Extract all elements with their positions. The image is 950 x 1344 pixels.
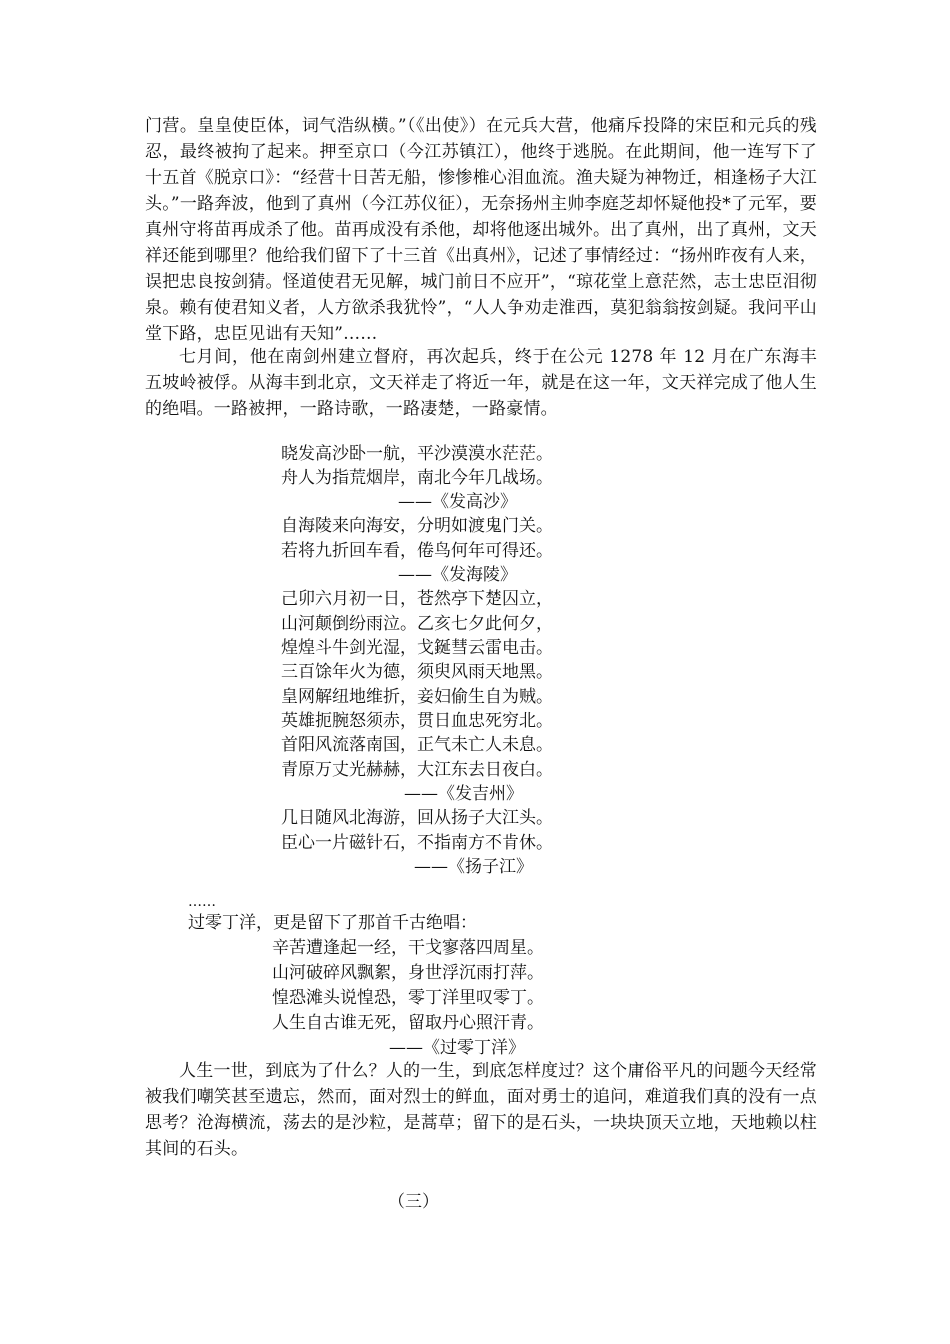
poem-line: 皇网解纽地维折，妾妇偷生自为贼。 <box>281 687 553 707</box>
poem-line: 惶恐滩头说惶恐，零丁洋里叹零丁。 <box>272 988 544 1008</box>
poem-line: 若将九折回车看，倦鸟何年可得还。 <box>281 541 553 561</box>
poem-line: 山河破碎风飘絮，身世浮沉雨打萍。 <box>272 963 544 983</box>
ellipsis: …… <box>188 894 216 910</box>
poem-line: 英雄扼腕怒须赤，贯日血忠死穷北。 <box>281 711 553 731</box>
poem-line: 几日随风北海游，回从扬子大江头。 <box>281 808 553 828</box>
poem-line: 煌煌斗牛剑光湿，戈鋋彗云雷电击。 <box>281 638 553 658</box>
poem-title: ——《扬子江》 <box>414 857 533 877</box>
paragraph-conclusion: 人生一世，到底为了什么？人的一生，到底怎样度过？这个庸俗平凡的问题今天经常被我们嘲笑甚至遗忘，然而，面对烈士的鲜血，面对勇士的追问，难道我们真的没有一点思考？沧海横流，荡去的是沙粒，是蒿草；留下的是石头，一块块顶天立地，天地赖以柱其间的石头。 <box>145 1061 817 1159</box>
poem-title: ——《过零丁洋》 <box>389 1038 525 1058</box>
poem-title: ——《发海陵》 <box>398 565 517 585</box>
poem-line: 自海陵来向海安，分明如渡鬼门关。 <box>281 516 553 536</box>
poem-line: 青原万丈光赫赫，大江东去日夜白。 <box>281 760 553 780</box>
poem-line: 臣心一片磁针石，不指南方不肯休。 <box>281 833 553 853</box>
paragraph-chuzhenzhou: 门营。皇皇使臣体，词气浩纵横。”（《出使》）在元兵大营，他痛斥投降的宋臣和元兵的残忍，最终被拘了起来。押至京口（今江苏镇江），他终于逃脱。在此期间，他一连写下了十五首《脱京口》：“经营十日苦无船，惨惨椎心泪血流。渔夫疑为神物迁，相逢杨子大江头。”一路奔波，他到了真州（今江苏仪征），无奈扬州主帅李庭芝却怀疑他投*了元军，要真州守将苗再成杀了他。苗再成没有杀他，却将他逐出城外。出了真州，出了真州，文天祥还能到哪里？他给我们留下了十三首《出真州》，记述了事情经过：“扬州昨夜有人来，误把忠良按剑猜。怪道使君无见解，城门前日不应开”，“琼花堂上意茫然，志士忠臣泪彻泉。赖有使君知义者，人方欲杀我犹怜”，“人人争劝走淮西，莫犯翁翁按剑疑。我问平山堂下路，忠臣见诎有天知”…… <box>145 116 817 344</box>
poem-line: 首阳风流落南国，正气未亡人未息。 <box>281 735 553 755</box>
paragraph-beifu: 七月间，他在南剑州建立督府，再次起兵，终于在公元 1278 年 12 月在广东海丰五坡岭被俘。从海丰到北京，文天祥走了将近一年，就是在这一年，文天祥完成了他人生的绝唱。一路被押，一路诗歌，一路凄楚，一路豪情。 <box>145 347 817 419</box>
intro-line: 过零丁洋，更是留下了那首千古绝唱： <box>188 913 477 933</box>
poem-title: ——《发高沙》 <box>398 492 517 512</box>
poem-line: 晓发高沙卧一航，平沙漠漠水茫茫。 <box>281 444 553 464</box>
poem-line: 辛苦遭逢起一经，干戈寥落四周星。 <box>272 938 544 958</box>
poem-line: 己卯六月初一日，苍然亭下楚囚立， <box>281 589 553 609</box>
poem-line: 山河颠倒纷雨泣。乙亥七夕此何夕， <box>281 614 553 634</box>
poem-title: ——《发吉州》 <box>404 784 523 804</box>
poem-line: 人生自古谁无死，留取丹心照汗青。 <box>272 1013 544 1033</box>
poem-line: 舟人为指荒烟岸，南北今年几战场。 <box>281 468 553 488</box>
section-label: （三） <box>388 1192 439 1212</box>
poem-line: 三百馀年火为德，须臾风雨天地黑。 <box>281 662 553 682</box>
